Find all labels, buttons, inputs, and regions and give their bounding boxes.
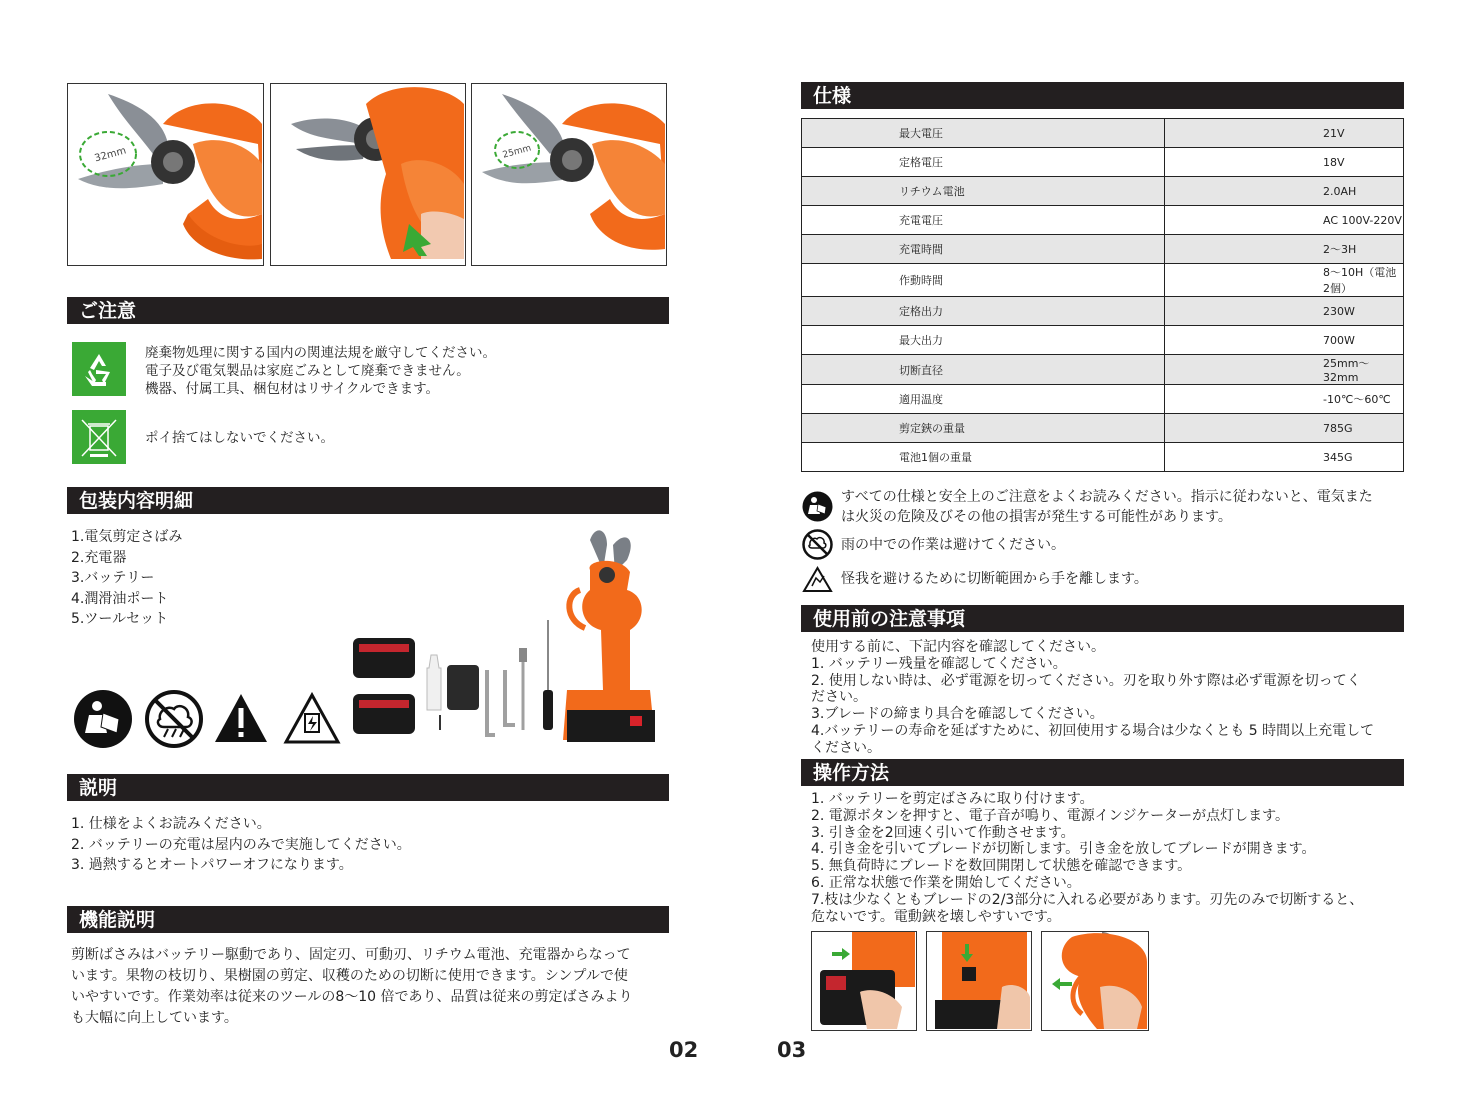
operation-line: 4. 引き金を引いてブレードが切断します。引き金を放してブレードが開きます。	[811, 841, 1316, 858]
recycle-line: 電子及び電気製品は家庭ごみとして廃棄できません。	[145, 363, 470, 379]
spec-row	[802, 385, 1404, 414]
package-list	[71, 527, 182, 630]
spec-value: 25mm～32mm	[1165, 355, 1404, 385]
notice-title: ご注意	[79, 300, 137, 322]
list-item: 3. 過熱するとオートパワーオフになります。	[71, 857, 353, 873]
spec-value: 785G	[1165, 414, 1404, 443]
recycle-line: 廃棄物処理に関する国内の関連法規を厳守してください。	[145, 345, 496, 361]
function-line: も大幅に向上しています。	[71, 1010, 238, 1026]
spec-row	[802, 206, 1404, 235]
before-use-line: 2. 使用しない時は、必ず電源を切ってください。刃を取り外す際は必ず電源を切ってく	[811, 672, 1361, 689]
operation-paragraph	[811, 791, 1411, 925]
recycle-text	[145, 343, 665, 399]
operation-photo-3	[1041, 931, 1149, 1031]
caution-read-line: は火災の危険及びその他の損害が発生する可能性があります。	[841, 509, 1232, 525]
spec-row	[802, 148, 1404, 177]
operation-photo-1	[811, 931, 917, 1031]
function-line: 剪断ばさみはバッテリー駆動であり、固定刃、可動刃、リチウム電池、充電器からなって	[71, 947, 631, 963]
list-item: 2. バッテリーの充電は屋内のみで実施してください。	[71, 836, 411, 853]
warning-icon	[213, 692, 269, 744]
description-title: 説明	[79, 777, 118, 799]
read-manual-icon	[73, 689, 133, 749]
spec-value: 700W	[1165, 326, 1404, 355]
caution-read-line: すべての仕様と安全上のご注意をよくお読みください。指示に従わないと、電気また	[841, 489, 1373, 505]
spec-value: 8～10H（電池2個）	[1165, 264, 1404, 297]
spec-key: 定格出力	[802, 297, 1165, 326]
spec-key: 最大電圧	[802, 119, 1165, 148]
spec-row	[802, 177, 1404, 206]
page-number-right: 03	[777, 1038, 807, 1062]
spec-value: 2～3H	[1165, 235, 1404, 264]
list-item: 2.充電器	[71, 549, 127, 566]
operation-title: 操作方法	[813, 762, 890, 784]
spec-value: 21V	[1165, 119, 1404, 148]
operation-line: 5. 無負荷時にブレードを数回開閉して状態を確認できます。	[811, 858, 1192, 875]
operation-section-title	[801, 759, 1404, 786]
spec-value: 345G	[1165, 443, 1404, 472]
spec-row	[802, 326, 1404, 355]
list-item: 4.潤滑油ポート	[71, 590, 169, 607]
no-rain-icon	[802, 529, 833, 560]
cut-label: 25mm	[501, 143, 533, 161]
before-use-line: 3.ブレードの締まり具合を確認してください。	[811, 706, 1104, 723]
page-number-left: 02	[669, 1038, 699, 1062]
cut-label: 32mm	[93, 145, 128, 165]
function-title: 機能説明	[79, 909, 156, 931]
spec-row	[802, 264, 1404, 297]
spec-value: AC 100V-220V	[1165, 206, 1404, 235]
function-line: いやすいです。作業効率は従来のツールの8～10 倍であり、品質は従来の剪定ばさみより	[71, 989, 633, 1005]
spec-row	[802, 443, 1404, 472]
spec-row	[802, 235, 1404, 264]
hero-photo-3	[471, 83, 667, 266]
spec-key: 電池1個の重量	[802, 443, 1165, 472]
caution-read	[841, 487, 1411, 527]
list-item: 3.バッテリー	[71, 570, 155, 586]
spec-value: 18V	[1165, 148, 1404, 177]
pruner-image	[271, 84, 464, 264]
spec-value: 2.0AH	[1165, 177, 1404, 206]
electric-hazard-icon	[283, 692, 341, 745]
package-section-title	[67, 487, 669, 514]
spec-key: 定格電圧	[802, 148, 1165, 177]
operation-line: 危ないです。電動鋏を壊しやすいです。	[811, 908, 1061, 925]
pruner-image	[472, 84, 665, 264]
dump-text: ポイ捨てはしないでください。	[145, 430, 334, 446]
function-section-title	[67, 906, 669, 933]
spec-section-title	[801, 82, 1404, 109]
caution-hand: 怪我を避けるために切断範囲から手を離します。	[841, 571, 1148, 587]
spec-row	[802, 355, 1404, 385]
read-manual-icon	[802, 491, 833, 522]
spec-key: 剪定鋏の重量	[802, 414, 1165, 443]
before-use-line: 4.バッテリーの寿命を延ばすために、初回使用する場合は少なくとも 5 時間以上充電して	[811, 722, 1375, 739]
spec-key: 適用温度	[802, 385, 1165, 414]
operation-line: 3. 引き金を2回速く引いて作動させます。	[811, 824, 1075, 841]
spec-table	[801, 118, 1404, 472]
before-use-paragraph	[811, 639, 1411, 757]
spec-row	[802, 297, 1404, 326]
before-use-line: ください。	[811, 739, 881, 756]
package-contents-image	[345, 520, 668, 770]
pruner-image	[68, 84, 262, 264]
operation-line: 1. バッテリーを剪定ばさみに取り付けます。	[811, 791, 1094, 807]
before-use-section-title	[801, 605, 1404, 632]
spec-row	[802, 119, 1404, 148]
list-item: 1.電気剪定さばみ	[71, 529, 183, 545]
before-use-line: 使用する前に、下記内容を確認してください。	[811, 639, 1105, 655]
caution-rain: 雨の中での作業は避けてください。	[841, 537, 1065, 553]
recycle-line: 機器、付属工具、梱包材はリサイクルできます。	[145, 381, 440, 397]
hand-hazard-icon	[802, 566, 833, 593]
operation-photo-2	[926, 931, 1032, 1031]
operation-line: 2. 電源ボタンを押すと、電子音が鳴り、電源インジケーターが点灯します。	[811, 807, 1290, 824]
hero-photo-1	[67, 83, 264, 266]
before-use-line: 1. バッテリー残量を確認してください。	[811, 655, 1067, 672]
list-item: 1. 仕様をよくお読みください。	[71, 816, 271, 832]
function-paragraph	[71, 945, 671, 1029]
weee-bin-icon	[72, 410, 126, 464]
spec-key: 最大出力	[802, 326, 1165, 355]
description-section-title	[67, 774, 669, 801]
spec-row	[802, 414, 1404, 443]
spec-key: 充電時間	[802, 235, 1165, 264]
operation-line: 7.枝は少なくともブレードの2/3部分に入れる必要があります。刃先のみで切断すると、	[811, 891, 1364, 908]
spec-key: 充電電圧	[802, 206, 1165, 235]
spec-key: 作動時間	[802, 264, 1165, 297]
package-title: 包装内容明細	[79, 490, 194, 512]
spec-title: 仕様	[813, 85, 852, 107]
function-line: います。果物の枝切り、果樹園の剪定、収穫のための切断に使用できます。シンプルで使	[71, 968, 628, 984]
before-use-line: ださい。	[811, 689, 867, 706]
spec-value: 230W	[1165, 297, 1404, 326]
list-item: 5.ツールセット	[71, 611, 169, 627]
operation-line: 6. 正常な状態で作業を開始してください。	[811, 874, 1081, 891]
before-use-title: 使用前の注意事項	[813, 608, 966, 630]
hero-photo-2	[270, 83, 466, 266]
spec-value: -10℃～60℃	[1165, 385, 1404, 414]
description-list	[71, 814, 411, 876]
recycle-icon	[72, 342, 126, 396]
spec-key: リチウム電池	[802, 177, 1165, 206]
notice-section-title	[67, 297, 669, 324]
spec-key: 切断直径	[802, 355, 1165, 385]
no-rain-icon	[144, 689, 204, 749]
